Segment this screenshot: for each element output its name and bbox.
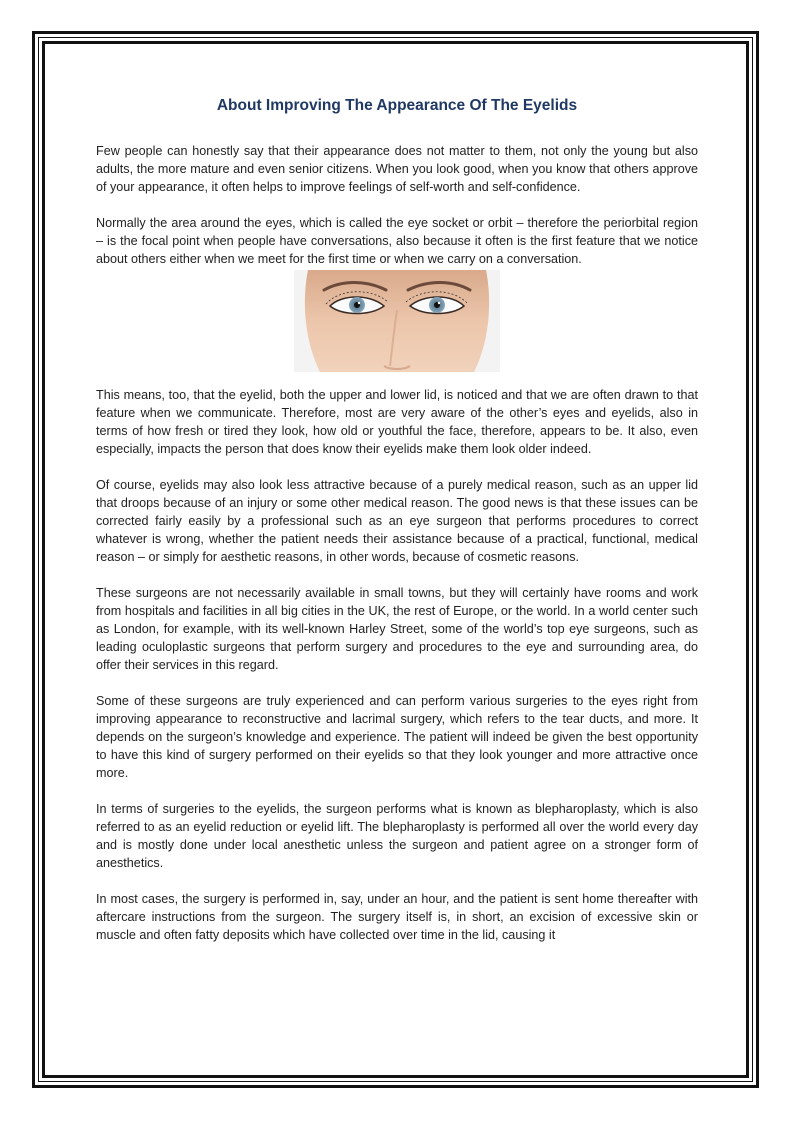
paragraph-4: Of course, eyelids may also look less attractive because of a purely medical reason, such as an upper lid that droops because of an injury or some other medical reason. The good news is that these issues can be corrected fairly easily by a professional such as an eye surgeon that performs procedures to correct whatever is wrong, whether the patient needs their assistance because of a practical, functional, medical reason – or simply for aesthetic reasons, in other words, because of cosmetic reasons. [96, 478, 698, 564]
paragraph-5: These surgeons are not necessarily available in small towns, but they will certainly have rooms and work from hospitals and facilities in all big cities in the UK, the rest of Europe, or the world. In a world center such as London, for example, with its well-known Harley Street, some of the world’s top eye surgeons, such as leading oculoplastic surgeons that perform surgery and procedures to the eye and surrounding area, do offer their services in this regard. [96, 586, 698, 672]
eyes-photo-icon [294, 270, 500, 372]
paragraph-7: In terms of surgeries to the eyelids, the surgeon performs what is known as blepharoplasty, which is also referred to as an eyelid reduction or eyelid lift. The blepharoplasty is performed all over the world every day and is mostly done under local anesthetic unless the surgeon and patient agree on a stronger form of anesthetics. [96, 802, 698, 870]
paragraph-3: This means, too, that the eyelid, both the upper and lower lid, is noticed and that we are often drawn to that feature when we communicate. Therefore, most are very aware of the other’s eyes and eyelids, also in terms of how fresh or tired they look, how old or youthful the face, therefore, appears to be. It also, even especially, impacts the person that does know their eyelids make them look older indeed. [96, 388, 698, 456]
paragraph-6: Some of these surgeons are truly experienced and can perform various surgeries to the eyes right from improving appearance to reconstructive and lacrimal surgery, which refers to the tear ducts, and more. It depends on the surgeon’s knowledge and experience. The patient will indeed be given the best opportunity to have this kind of surgery performed on their eyelids so that they look younger and more attractive once more. [96, 694, 698, 780]
paragraph-8: In most cases, the surgery is performed in, say, under an hour, and the patient is sent home thereafter with aftercare instructions from the surgeon. The surgery itself is, in short, an excision of excessive skin or muscle and often fatty deposits which have collected over time in the lid, causing it [96, 892, 698, 942]
document-content [96, 96, 698, 944]
page-title: About Improving The Appearance Of The Eyelids [216, 97, 578, 114]
paragraph-2: Normally the area around the eyes, which is called the eye socket or orbit – therefore the periorbital region – is the focal point when people have conversations, also because it often is the first feature that we notice about others either when we meet for the first time or when we carry on a conversation. [96, 216, 698, 266]
paragraph-1: Few people can honestly say that their appearance does not matter to them, not only the young but also adults, the more mature and even senior citizens. When you look good, when you know that others approve of your appearance, it often helps to improve feelings of self-worth and self-confidence. [96, 144, 698, 194]
